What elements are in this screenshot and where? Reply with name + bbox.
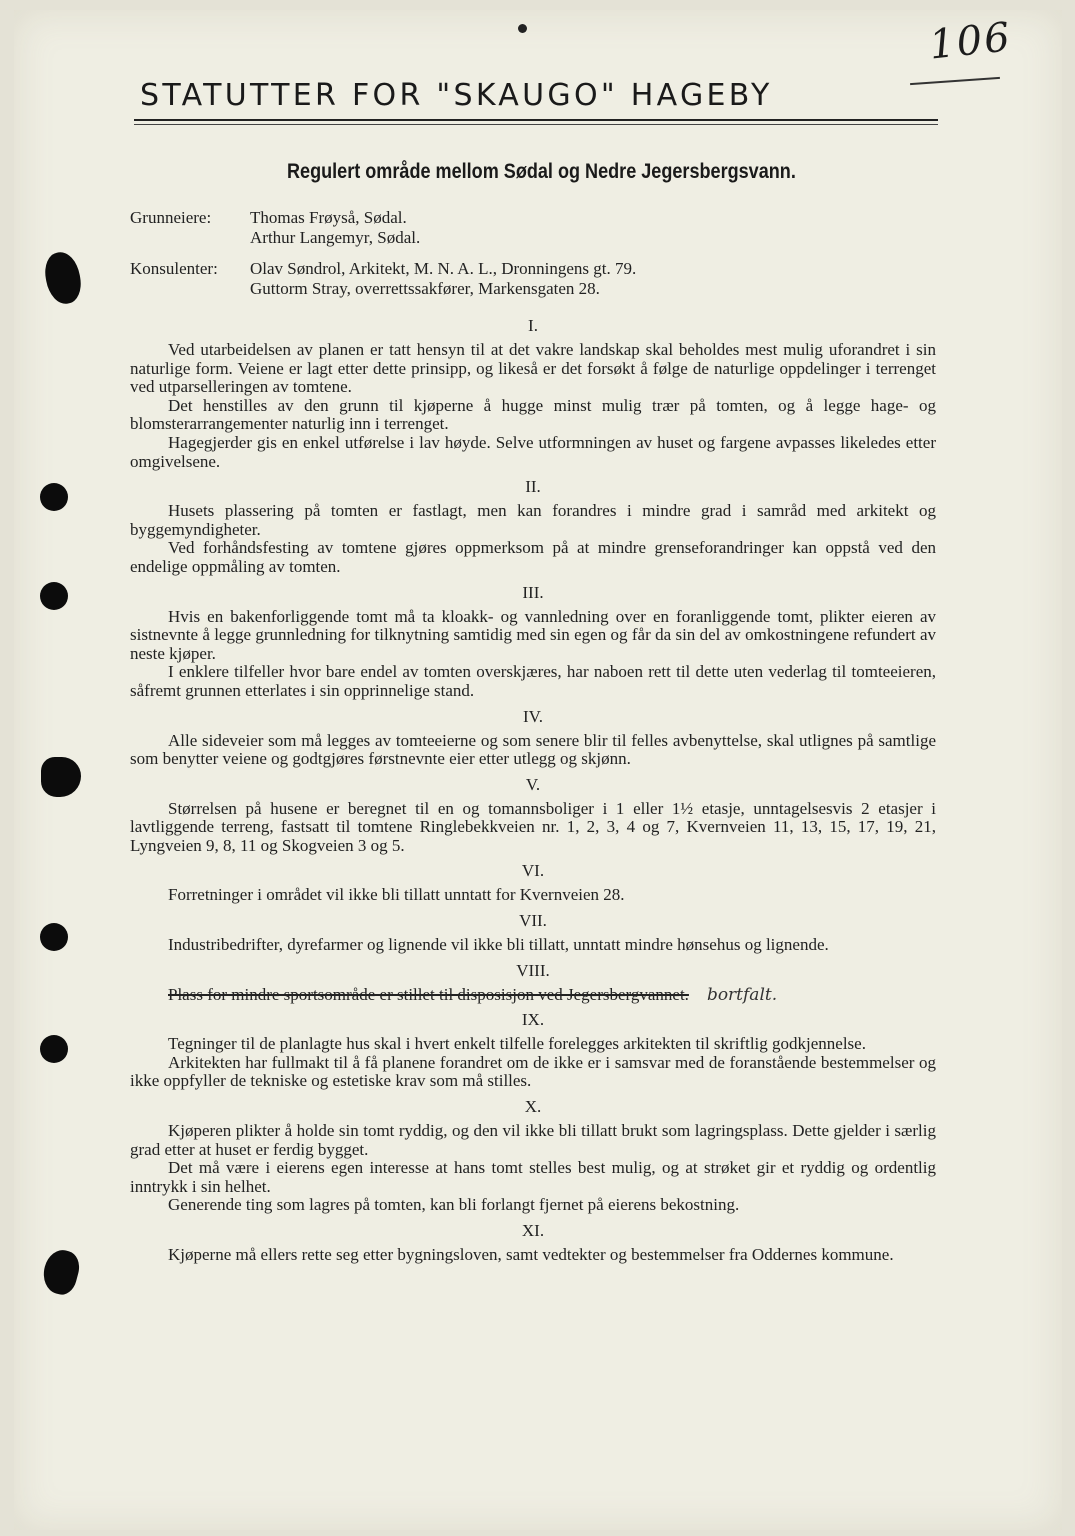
paragraph: Kjøperne må ellers rette seg etter bygningsloven, samt vedtekter og bestemmelser fra Oddernes kommune. bbox=[168, 1245, 894, 1264]
section-11 bbox=[130, 1221, 936, 1265]
consultant-line: Guttorm Stray, overrettssakfører, Markensgaten 28. bbox=[250, 279, 600, 298]
owner-line: Thomas Frøyså, Sødal. bbox=[250, 208, 407, 227]
paragraph: Arkitekten har fullmakt til å få planene forandret om de ikke er i samsvar med de foranstående bestemmelser og ikke oppfyller de tekniske og estetiske krav som må stilles. bbox=[130, 1052, 936, 1091]
title-rule-thin bbox=[134, 124, 938, 125]
struck-text: Plass for mindre sportsområde er stillet til disposisjon ved Jegersbergvannet. bbox=[168, 984, 689, 1004]
section-number: II. bbox=[525, 477, 541, 497]
section-number: III. bbox=[522, 582, 544, 602]
document-title: STATUTTER FOR "SKAUGO" HAGEBY bbox=[140, 78, 773, 113]
page-number: 106 bbox=[927, 14, 1014, 69]
paragraph: Alle sideveier som må legges av tomteeierne og som senere blir til felles avbenyttelse, skal utlignes på samtlige som benytter veiene og godtgjøres førstnevnte eier etter utlegg og skjønn. bbox=[130, 730, 936, 769]
paragraph: I enklere tilfeller hvor bare endel av tomten overskjæres, har naboen rett til dette uten vederlag til tomteeieren, såfremt grunnen etterlates i sin opprinnelige stand. bbox=[130, 662, 936, 700]
ink-dot bbox=[518, 24, 527, 33]
owner-line: Arthur Langemyr, Sødal. bbox=[250, 228, 421, 247]
section-number: X. bbox=[524, 1097, 542, 1117]
paragraph: Kjøperen plikter å holde sin tomt ryddig, og den vil ikke bli tillatt brukt som lagringsplass. Dette gjelder i særlig grad etter at huset er ferdig bygget. bbox=[130, 1121, 936, 1159]
section-4 bbox=[130, 707, 936, 769]
section-number: IV. bbox=[523, 706, 543, 726]
section-number: VII. bbox=[519, 911, 547, 931]
owners-label: Grunneiere: bbox=[130, 208, 212, 227]
binder-hole bbox=[40, 582, 68, 610]
section-7 bbox=[130, 911, 936, 955]
paragraph: Ved utarbeidelsen av planen er tatt hensyn til at det vakre landskap skal beholdes mest mulig uforandret i sin naturlige form. Veiene er lagt etter dette prinsipp, og likeså er det forsøkt å følge de naturlige oppdelinger i terrenget ved utparselleringen av tomtene. bbox=[130, 340, 936, 397]
section-number: I. bbox=[528, 316, 538, 335]
paragraph bbox=[130, 986, 936, 1005]
section-3 bbox=[130, 583, 936, 701]
section-10 bbox=[130, 1097, 936, 1215]
paragraph: Hagegjerder gis en enkel utførelse i lav høyde. Selve utformningen av huset og fargene avpasses likeledes etter omgivelsene. bbox=[130, 432, 936, 471]
paragraph: Forretninger i området vil ikke bli tillatt unntatt for Kvernveien 28. bbox=[168, 885, 625, 905]
handwritten-note: bortfalt. bbox=[706, 984, 778, 1005]
paragraph: Hvis en bakenforliggende tomt må ta kloakk- og vannledning over en foranliggende tomt, plikter eieren av sistnevnte å legge grunnledning for tilknytning samtidig med sin egen og får da sin del av omkostningene refundert av neste kjøper. bbox=[130, 606, 936, 663]
paragraph: Ved forhåndsfesting av tomtene gjøres oppmerksom på at mindre grenseforandringer kan oppstå ved den endelige oppmåling av tomten. bbox=[130, 538, 936, 576]
section-number: VI. bbox=[521, 861, 545, 881]
section-number: V. bbox=[525, 774, 541, 794]
consultant-line: Olav Søndrol, Arkitekt, M. N. A. L., Dronningens gt. 79. bbox=[250, 259, 637, 278]
section-9 bbox=[130, 1010, 936, 1091]
section-number: IX. bbox=[521, 1010, 545, 1030]
consultants-label: Konsulenter: bbox=[130, 259, 218, 278]
binder-hole bbox=[40, 483, 68, 511]
paragraph: Det henstilles av den grunn til kjøperne å hugge minst mulig trær på tomten, og å legge hage- og blomsterarrangementer naturlig inn i terrenget. bbox=[130, 395, 936, 434]
paragraph: Størrelsen på husene er beregnet til en og tomannsboliger i 1 eller 1½ etasje, unntagelsesvis 2 etasjer i lavtliggende terreng, fastsatt til tomtene Ringlebekkveien nr. 1, 2, 3, 4 og 7, Kvernveien 11, 13, 15, 17, 19, 21, Lyngveien 9, 8, 11 og Skogveien 3 og 5. bbox=[130, 798, 936, 855]
paragraph: Generende ting som lagres på tomten, kan bli forlangt fjernet på eierens bekostning. bbox=[168, 1195, 740, 1215]
binder-hole bbox=[40, 923, 68, 951]
section-8 bbox=[130, 961, 936, 1005]
section-5 bbox=[130, 775, 936, 856]
section-number: VIII. bbox=[516, 960, 550, 980]
section-2 bbox=[130, 477, 936, 576]
statutes-body bbox=[130, 316, 936, 1265]
paragraph: Det må være i eierens egen interesse at hans tomt stelles best mulig, og at strøket gir et ryddig og ordentlig inntrykk i sin helhet. bbox=[130, 1158, 936, 1196]
section-number: XI. bbox=[521, 1221, 545, 1240]
paragraph: Industribedrifter, dyrefarmer og lignende vil ikke bli tillatt, unntatt mindre hønsehus og lignende. bbox=[168, 935, 829, 955]
paragraph: Husets plassering på tomten er fastlagt, men kan forandres i mindre grad i samråd med arkitekt og byggemyndigheter. bbox=[130, 501, 936, 539]
document-subtitle: Regulert område mellom Sødal og Nedre Jegersbergsvann. bbox=[287, 160, 796, 183]
title-rule bbox=[134, 119, 938, 121]
section-1 bbox=[130, 316, 936, 471]
section-6 bbox=[130, 861, 936, 905]
paragraph: Tegninger til de planlagte hus skal i hvert enkelt tilfelle forelegges arkitekten til skriftlig godkjennelse. bbox=[168, 1034, 866, 1054]
binder-hole bbox=[40, 1035, 68, 1063]
